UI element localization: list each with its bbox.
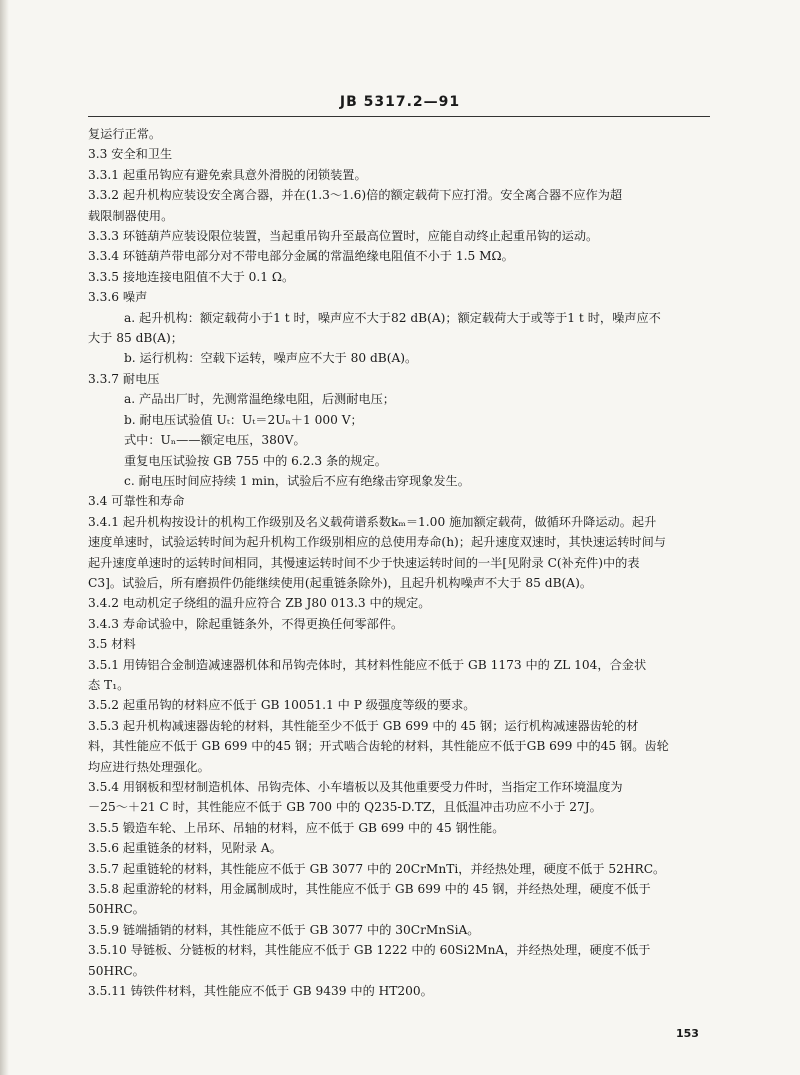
text-line: 大于 85 dB(A)；: [88, 331, 183, 346]
text-line: 3.4.3 寿命试验中，除起重链条外，不得更换任何零部件。: [88, 616, 404, 631]
text-line: 3.3.4 环链葫芦带电部分对不带电部分金属的常温绝缘电阻值不小于 1.5 MΩ。: [88, 249, 514, 264]
scan-edge: [0, 0, 9, 1075]
text-line: 3.3.1 起重吊钩应有避免索具意外滑脱的闭锁装置。: [88, 167, 367, 182]
text-line: a. 产品出厂时，先测常温绝缘电阻，后测耐电压；: [124, 392, 395, 407]
text-line: 载限制器使用。: [88, 208, 174, 223]
text-line: 3.4.2 电动机定子绕组的温升应符合 ZB J80 013.3 中的规定。: [88, 596, 431, 611]
text-line: 料，其性能应不低于 GB 699 中的45 钢；开式啮合齿轮的材料，其性能应不低于GB 699 中的45 钢。齿轮: [88, 739, 669, 754]
standard-header: JB 5317.2—91: [339, 94, 461, 110]
text-line: 50HRC。: [88, 963, 145, 978]
document-body: [88, 124, 710, 1001]
text-line: 3.5.5 锻造车轮、上吊环、吊轴的材料，应不低于 GB 699 中的 45 钢性能。: [88, 820, 505, 835]
text-line: b. 运行机构：空载下运转，噪声应不大于 80 dB(A)。: [124, 351, 418, 366]
text-line: 3.5.6 起重链条的材料，见附录 A。: [88, 841, 282, 856]
text-line: 3.4 可靠性和寿命: [88, 494, 185, 509]
text-line: 3.5.3 起升机构减速器齿轮的材料，其性能至少不低于 GB 699 中的 45 钢；运行机构减速器齿轮的材: [88, 718, 639, 733]
text-line: －25～＋21 C 时，其性能应不低于 GB 700 中的 Q235-D.TZ，且低温冲击功应不小于 27J。: [88, 800, 602, 815]
text-line: 50HRC。: [88, 902, 145, 917]
text-line: 3.5.10 导链板、分链板的材料，其性能应不低于 GB 1222 中的 60Si2MnA，并经热处理，硬度不低于: [88, 943, 651, 958]
text-line: 重复电压试验按 GB 755 中的 6.2.3 条的规定。: [124, 453, 387, 468]
text-line: 3.3.5 接地连接电阻值不大于 0.1 Ω。: [88, 269, 295, 284]
text-line: C3]。试验后，所有磨损件仍能继续使用(起重链条除外)，且起升机构噪声不大于 85 dB(A)。: [88, 575, 593, 590]
text-line: 3.5 材料: [88, 637, 136, 652]
text-line: 3.3 安全和卫生: [88, 147, 173, 162]
text-line: 速度单速时，试验运转时间为起升机构工作级别相应的总使用寿命(h)；起升速度双速时，其快速运转时间与: [88, 535, 666, 550]
text-line: 3.3.3 环链葫芦应装设限位装置，当起重吊钩升至最高位置时，应能自动终止起重吊钩的运动。: [88, 229, 599, 244]
text-line: b. 耐电压试验值 Uₜ：Uₜ＝2Uₙ＋1 000 V；: [124, 412, 363, 427]
text-line: a. 起升机构：额定载荷小于1 t 时，噪声应不大于82 dB(A)；额定载荷大于或等于1 t 时，噪声应不: [124, 310, 661, 325]
page-number: 153: [676, 1027, 699, 1040]
text-line: 3.5.2 起重吊钩的材料应不低于 GB 10051.1 中 P 级强度等级的要求。: [88, 698, 476, 713]
text-line: 起升速度单速时的运转时间相同，其慢速运转时间不少于快速运转时间的一半[见附录 C(补充件)中的表: [88, 555, 640, 570]
text-line: 3.5.4 用钢板和型材制造机体、吊钩壳体、小车墙板以及其他重要受力件时，当指定工作环境温度为: [88, 780, 623, 794]
text-line: c. 耐电压时间应持续 1 min，试验后不应有绝缘击穿现象发生。: [124, 473, 470, 488]
text-line: 式中：Uₙ——额定电压，380V。: [124, 433, 306, 448]
text-line: 3.3.7 耐电压: [88, 371, 160, 386]
header-rule: [88, 116, 710, 117]
text-line: 3.4.1 起升机构按设计的机构工作级别及名义载荷谱系数kₘ＝1.00 施加额定载荷，做循环升降运动。起升: [88, 514, 657, 529]
text-line: 3.3.6 噪声: [88, 290, 148, 305]
text-line: 态 T₁。: [88, 677, 130, 692]
text-line: 3.3.2 起升机构应装设安全离合器，并在(1.3～1.6)倍的额定载荷下应打滑。安全离合器不应作为超: [88, 188, 623, 203]
text-line: 复运行正常。: [88, 127, 162, 141]
text-line: 3.5.9 链端插销的材料，其性能应不低于 GB 3077 中的 30CrMnSiA。: [88, 922, 480, 937]
text-line: 3.5.1 用铸铝合金制造减速器机体和吊钩壳体时，其材料性能应不低于 GB 1173 中的 ZL 104，合金状: [88, 657, 647, 672]
text-line: 均应进行热处理强化。: [88, 759, 210, 774]
text-line: 3.5.11 铸铁件材料，其性能应不低于 GB 9439 中的 HT200。: [88, 984, 433, 999]
text-line: 3.5.8 起重游轮的材料，用金属制成时，其性能应不低于 GB 699 中的 45 钢，并经热处理，硬度不低于: [88, 882, 651, 897]
text-line: 3.5.7 起重链轮的材料，其性能应不低于 GB 3077 中的 20CrMnTi，并经热处理，硬度不低于 52HRC。: [88, 861, 666, 876]
